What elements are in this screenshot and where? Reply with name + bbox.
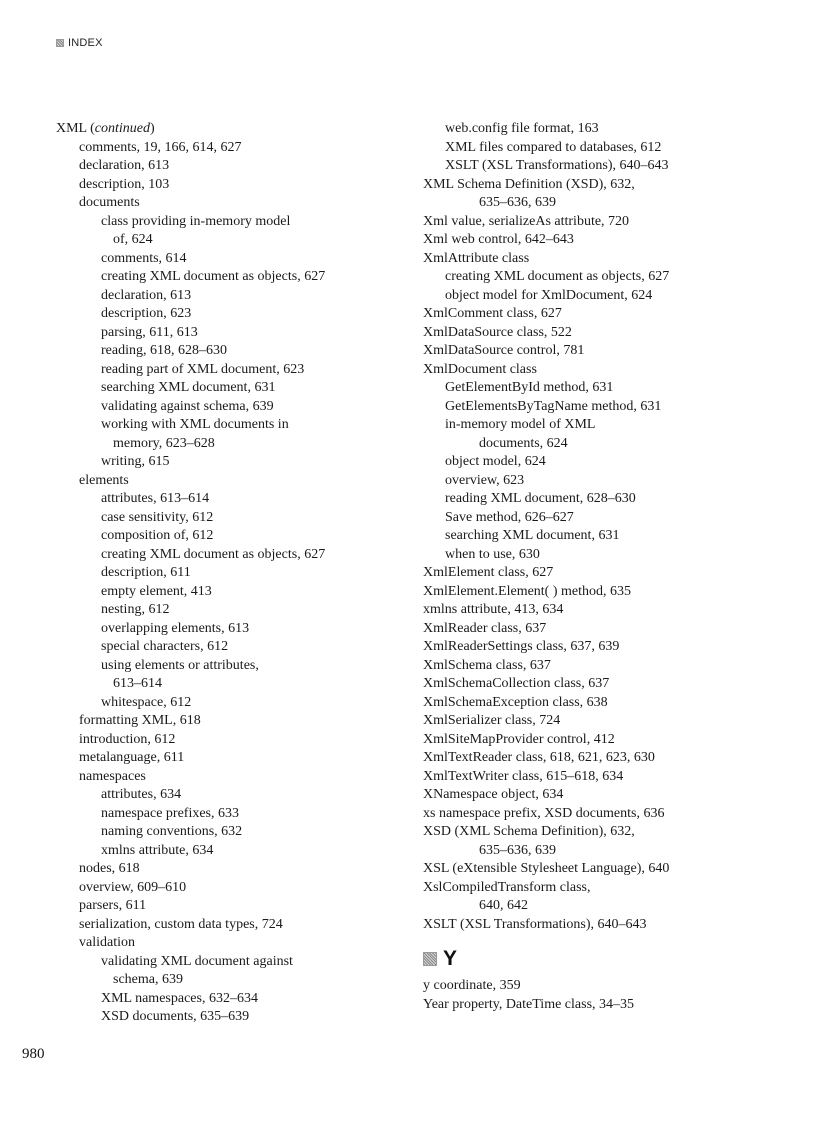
index-entry: formatting XML, 618: [79, 713, 201, 728]
index-entry: class providing in-memory model: [101, 213, 291, 229]
index-entry: of, 624: [113, 232, 153, 247]
square-bullet-icon: [56, 39, 64, 47]
index-entry: Save method, 626–627: [445, 509, 574, 525]
index-entry: comments, 19, 166, 614, 627: [79, 139, 242, 155]
index-entry: validating XML document against: [101, 953, 293, 969]
index-entry: creating XML document as objects, 627: [101, 546, 326, 562]
index-entry: XmlElement.Element( ) method, 635: [423, 583, 632, 599]
index-entry: [56, 120, 396, 139]
index-entry: XSL (eXtensible Stylesheet Language), 640: [423, 861, 670, 876]
index-entry: serialization, custom data types, 724: [79, 916, 283, 932]
index-entry: web.config file format, 163: [445, 121, 599, 136]
index-entry: XSD documents, 635–639: [101, 1009, 250, 1024]
index-entry: XmlSchemaCollection class, 637: [423, 676, 610, 691]
index-entry: documents, 624: [479, 435, 568, 451]
index-entry: XmlSchemaException class, 638: [423, 694, 608, 710]
index-entry: GetElementsByTagName method, 631: [445, 398, 662, 414]
index-entry: description, 103: [79, 176, 170, 192]
index-entry: overlapping elements, 613: [101, 620, 250, 636]
index-entry: 640, 642: [479, 898, 528, 913]
index-entry: elements: [79, 472, 129, 488]
index-entry: composition of, 612: [101, 528, 214, 543]
index-entry: working with XML documents in: [101, 417, 289, 432]
square-bullet-icon: [423, 952, 437, 966]
index-entry: XmlDocument class: [423, 361, 537, 377]
index-entry: whitespace, 612: [101, 694, 192, 710]
index-entry: overview, 623: [445, 472, 525, 488]
index-entry: 635–636, 639: [479, 195, 556, 210]
index-entry: empty element, 413: [101, 583, 212, 599]
index-column-left: [56, 120, 396, 1027]
index-entry: 635–636, 639: [479, 842, 556, 858]
index-entry: searching XML document, 631: [445, 528, 620, 543]
index-entry: naming conventions, 632: [101, 824, 243, 839]
index-entry: XmlSiteMapProvider control, 412: [423, 731, 615, 747]
index-entry: GetElementById method, 631: [445, 380, 614, 395]
index-entry: parsers, 611: [79, 898, 147, 913]
index-entry: case sensitivity, 612: [101, 509, 214, 525]
index-entry: reading XML document, 628–630: [445, 491, 636, 506]
index-entry: XML files compared to databases, 612: [445, 139, 662, 155]
index-entry: in-memory model of XML: [445, 417, 596, 432]
index-entry: nodes, 618: [79, 861, 140, 876]
index-entry: XmlSerializer class, 724: [423, 713, 561, 728]
index-entry: XmlReaderSettings class, 637, 639: [423, 639, 620, 654]
index-entry: declaration, 613: [79, 158, 170, 173]
index-entries-right: [423, 120, 783, 934]
index-entry: Year property, DateTime class, 34–35: [423, 996, 635, 1012]
index-entry: xmlns attribute, 413, 634: [423, 602, 564, 617]
index-entry: namespace prefixes, 633: [101, 805, 239, 821]
index-entry: comments, 614: [101, 250, 187, 266]
section-title: INDEX: [68, 37, 103, 49]
page-number: 980: [22, 1046, 45, 1062]
index-entry: XmlTextReader class, 618, 621, 623, 630: [423, 750, 655, 765]
index-entry: searching XML document, 631: [101, 380, 276, 395]
index-entry: XmlComment class, 627: [423, 306, 562, 321]
index-column-right: [423, 120, 783, 1014]
index-entry: XslCompiledTransform class,: [423, 879, 591, 895]
index-entry: creating XML document as objects, 627: [101, 269, 326, 284]
entry-text-after: ): [149, 121, 155, 136]
index-entry: object model, 624: [445, 454, 546, 469]
index-entry: writing, 615: [101, 454, 170, 469]
index-entry: XML namespaces, 632–634: [101, 990, 258, 1006]
index-entry: attributes, 613–614: [101, 491, 210, 506]
index-entry: description, 611: [101, 565, 191, 580]
index-entry: XmlDataSource class, 522: [423, 324, 572, 340]
index-entry: validating against schema, 639: [101, 398, 274, 414]
index-entry: XmlReader class, 637: [423, 620, 547, 636]
index-entry: documents: [79, 195, 140, 210]
index-entry: special characters, 612: [101, 639, 229, 654]
index-entry: XSLT (XSL Transformations), 640–643: [445, 158, 669, 173]
index-entry: XmlDataSource control, 781: [423, 343, 585, 358]
index-entry: object model for XmlDocument, 624: [445, 287, 653, 303]
index-entry: XSD (XML Schema Definition), 632,: [423, 824, 635, 839]
index-entries-y: [423, 977, 783, 1014]
index-entry: XmlTextWriter class, 615–618, 634: [423, 768, 624, 784]
index-entry: creating XML document as objects, 627: [445, 269, 670, 284]
index-entry: xs namespace prefix, XSD documents, 636: [423, 805, 665, 821]
index-entry: memory, 623–628: [113, 435, 215, 451]
index-entry: Xml value, serializeAs attribute, 720: [423, 213, 630, 229]
index-entry: XmlAttribute class: [423, 250, 530, 266]
letter-section-heading: [423, 947, 783, 971]
index-entry: using elements or attributes,: [101, 657, 259, 673]
running-header: [56, 37, 103, 49]
index-entry: description, 623: [101, 306, 192, 321]
index-entry: validation: [79, 935, 135, 950]
index-entry: Xml web control, 642–643: [423, 232, 574, 247]
index-entry: XSLT (XSL Transformations), 640–643: [423, 916, 647, 932]
entry-text: XML (: [56, 121, 95, 136]
index-entry: namespaces: [79, 768, 146, 784]
entry-italic-text: continued: [94, 121, 150, 136]
index-entry: reading part of XML document, 623: [101, 361, 305, 377]
index-entry: when to use, 630: [445, 546, 540, 562]
index-entry: overview, 609–610: [79, 879, 187, 895]
index-entry: XmlSchema class, 637: [423, 657, 551, 673]
index-entry: 613–614: [113, 676, 162, 691]
index-entry: declaration, 613: [101, 287, 192, 303]
index-entry: XNamespace object, 634: [423, 787, 564, 802]
index-entry: reading, 618, 628–630: [101, 343, 227, 358]
index-entry: xmlns attribute, 634: [101, 842, 214, 858]
index-entry: nesting, 612: [101, 602, 170, 617]
index-entry: parsing, 611, 613: [101, 324, 198, 340]
index-entry: y coordinate, 359: [423, 978, 521, 993]
letter-heading-text: Y: [443, 947, 458, 970]
index-entry: introduction, 612: [79, 731, 176, 747]
index-entry: XML Schema Definition (XSD), 632,: [423, 176, 635, 192]
index-entry: attributes, 634: [101, 787, 182, 802]
index-entry: schema, 639: [113, 972, 183, 987]
index-entry: XmlElement class, 627: [423, 565, 554, 580]
index-entry: metalanguage, 611: [79, 750, 185, 765]
